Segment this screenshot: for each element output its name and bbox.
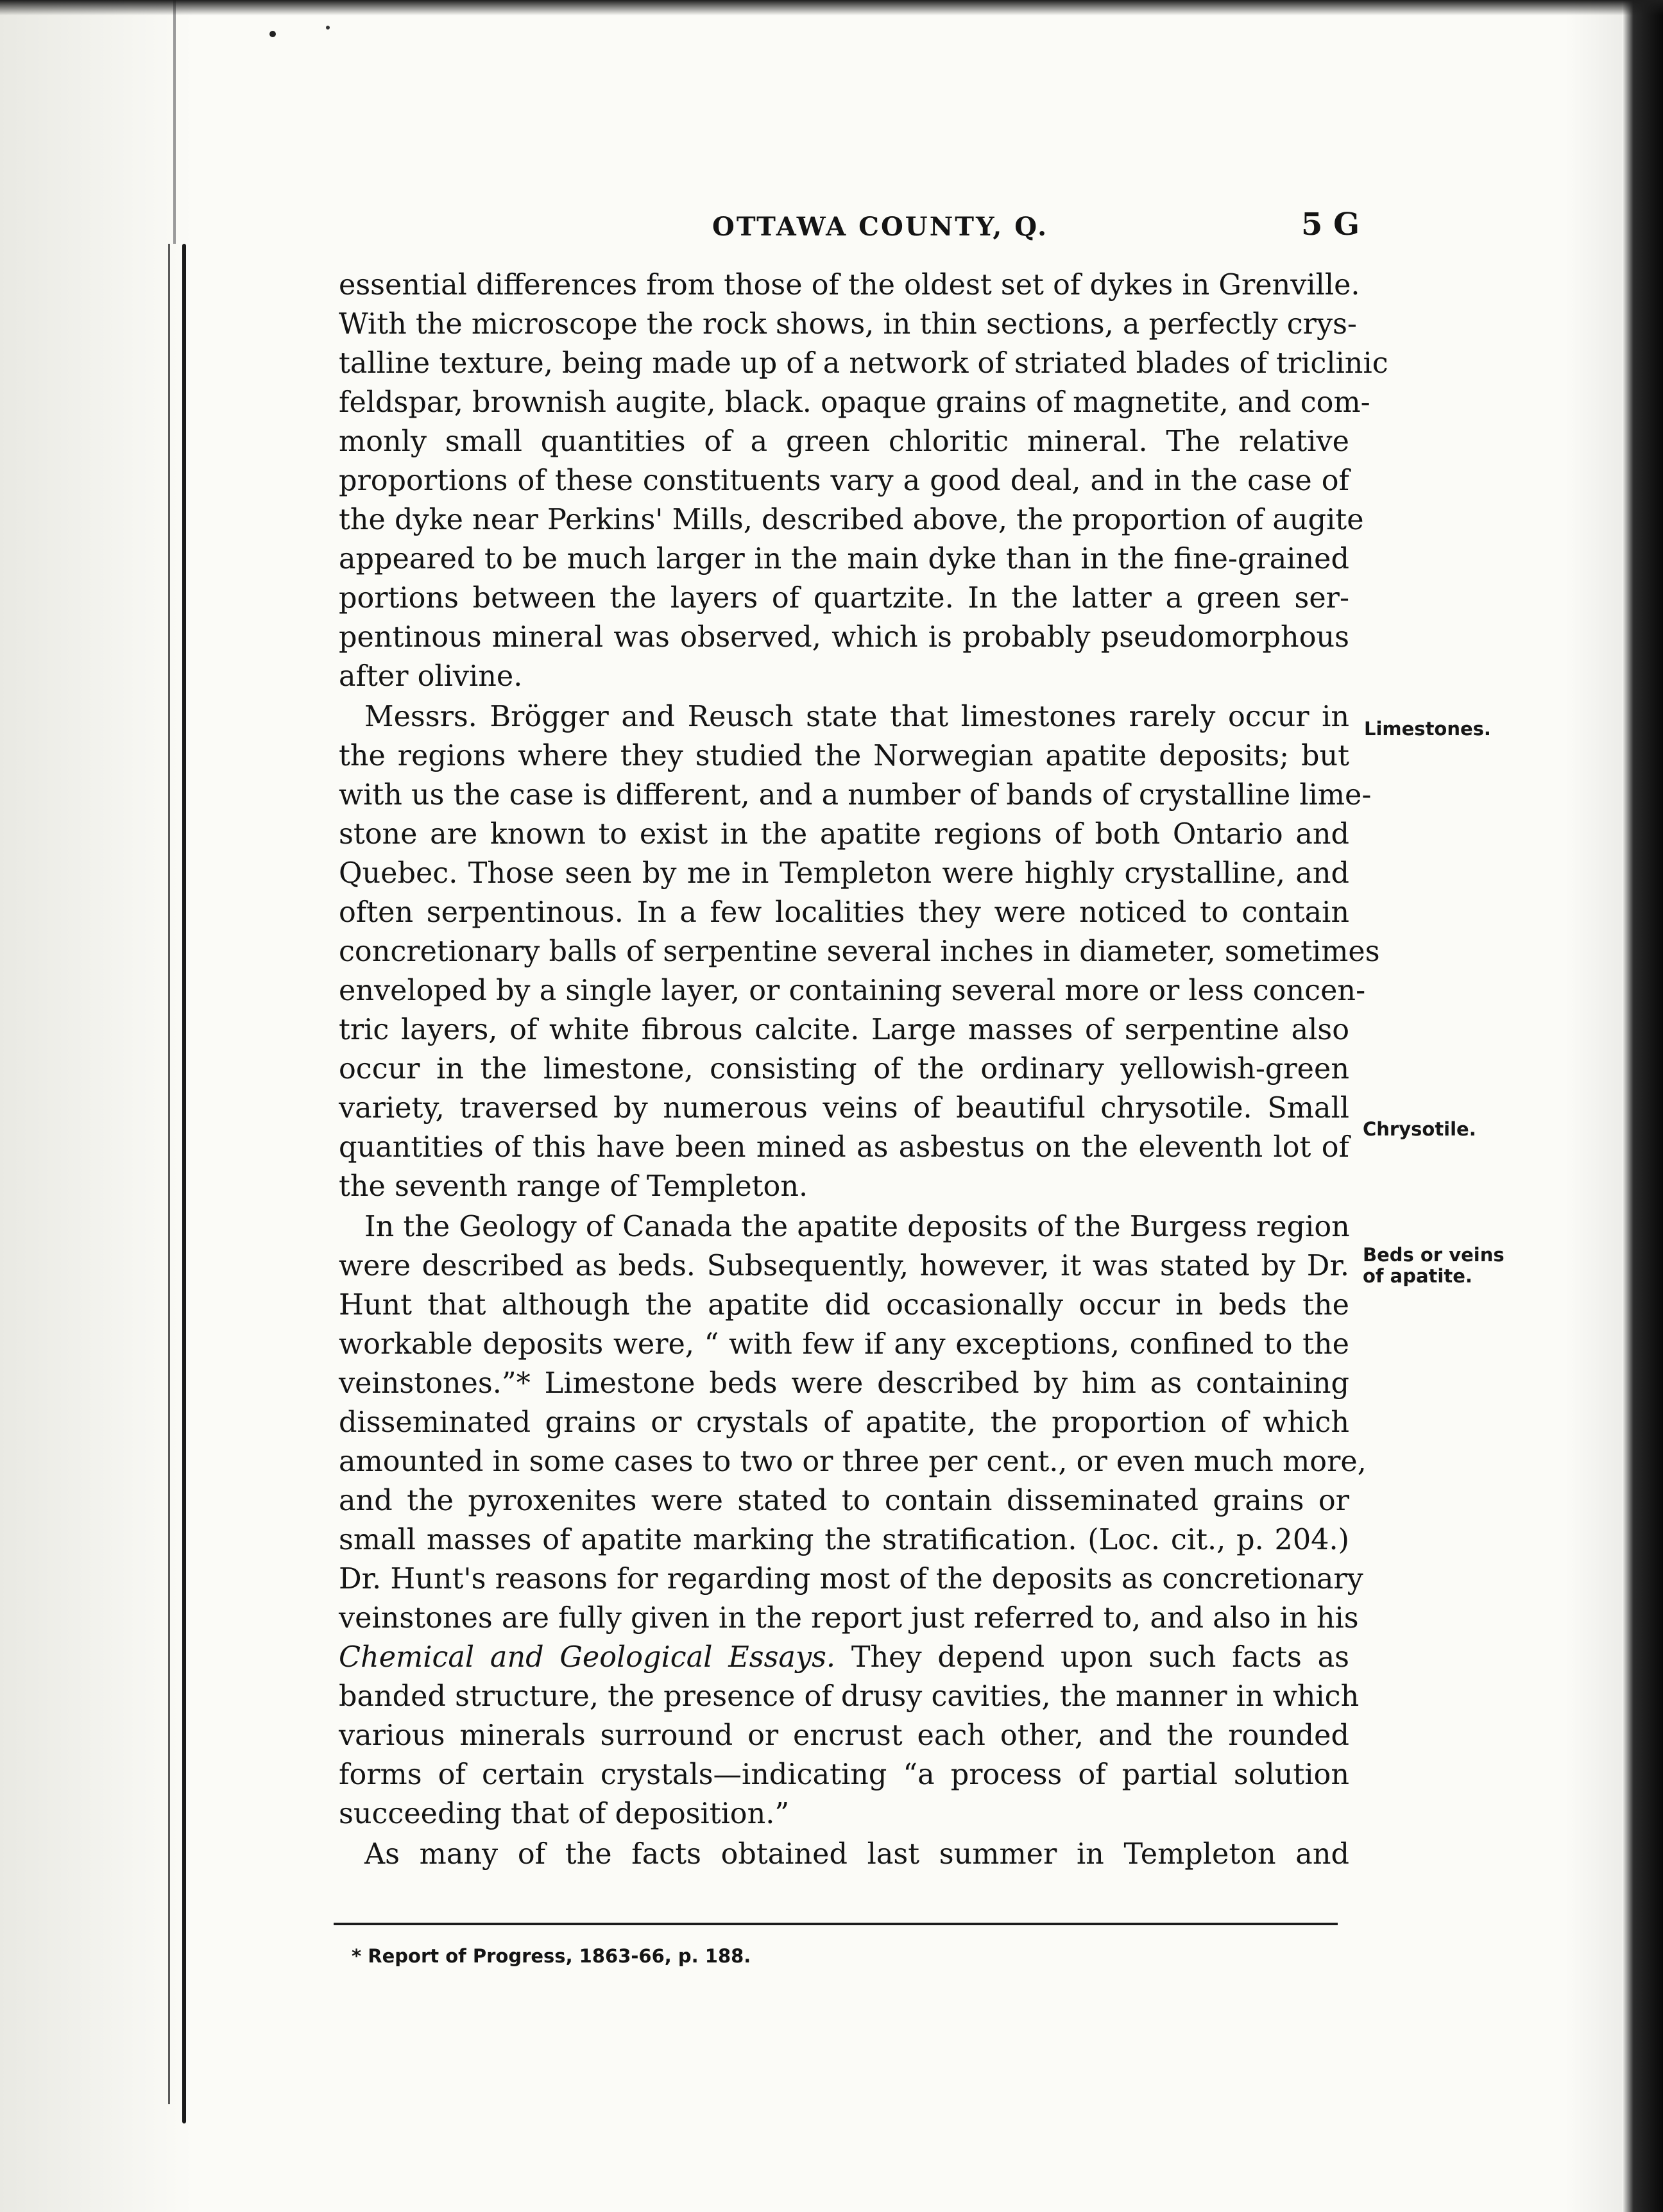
- text-line-with-italic-title: [339, 1638, 1349, 1677]
- binding-gutter-line: [182, 244, 186, 2123]
- text-line: tric layers, of white fibrous calcite. Large masses of serpentine also: [339, 1014, 1349, 1046]
- body-text: [339, 266, 1388, 1874]
- margin-note-limestones: Limestones.: [1364, 718, 1491, 740]
- text-line: Hunt that although the apatite did occasionally occur in beds the: [339, 1289, 1349, 1322]
- text-line: often serpentinous. In a few localities they were noticed to contain: [339, 896, 1349, 929]
- footnote: * Report of Progress, 1863-66, p. 188.: [352, 1945, 751, 1967]
- paragraph-1: [339, 266, 1388, 696]
- text-line: disseminated grains or crystals of apatite, the proportion of which: [339, 1406, 1349, 1439]
- paragraph-3: [339, 1207, 1367, 1833]
- text-line: forms of certain crystals—indicating “a process of partial solution: [339, 1758, 1349, 1791]
- text-line: pentinous mineral was observed, which is probably pseudomorphous: [339, 621, 1349, 654]
- text-line: Dr. Hunt's reasons for regarding most of the deposits as concretionary: [339, 1563, 1363, 1595]
- footnote-rule: [334, 1923, 1338, 1925]
- text-line: workable deposits were, “ with few if any exceptions, confined to the: [339, 1328, 1349, 1361]
- text-line: Messrs. Brögger and Reusch state that limestones rarely occur in: [364, 701, 1349, 733]
- running-head: OTTAWA COUNTY, Q.: [712, 212, 1049, 242]
- text-line: were described as beds. Subsequently, however, it was stated by Dr.: [339, 1250, 1349, 1282]
- page-right-edge: [1622, 0, 1663, 2212]
- text-line: amounted in some cases to two or three per cent., or even much more,: [339, 1445, 1367, 1478]
- text-line: stone are known to exist in the apatite regions of both Ontario and: [339, 818, 1349, 851]
- page-top-shadow: [0, 0, 1663, 15]
- text-line: concretionary balls of serpentine several inches in diameter, sometimes: [339, 935, 1380, 968]
- text-line: talline texture, being made up of a network of striated blades of triclinic: [339, 347, 1388, 380]
- text-line: portions between the layers of quartzite. In the latter a green ser-: [339, 582, 1349, 615]
- text-line: after olivine.: [339, 660, 523, 693]
- text-line: essential differences from those of the oldest set of dykes in Grenville.: [339, 269, 1360, 302]
- text-line: and the pyroxenites were stated to contain disseminated grains or: [339, 1485, 1349, 1517]
- scan-speck: [269, 31, 276, 37]
- text-line: small masses of apatite marking the stratification. (Loc. cit., p. 204.): [339, 1524, 1349, 1556]
- binding-shadow-top: [173, 0, 176, 244]
- text-line: variety, traversed by numerous veins of beautiful chrysotile. Small: [339, 1092, 1349, 1125]
- text-line: With the microscope the rock shows, in thin sections, a perfectly crys-: [339, 308, 1357, 341]
- text-line: the seventh range of Templeton.: [339, 1170, 808, 1203]
- margin-note-line: of apatite.: [1363, 1265, 1472, 1287]
- text-line: with us the case is different, and a number of bands of crystalline lime-: [339, 779, 1372, 812]
- text-line: appeared to be much larger in the main dyke than in the fine-grained: [339, 543, 1349, 575]
- text-line: the dyke near Perkins' Mills, described above, the proportion of augite: [339, 504, 1364, 536]
- scan-speck: [326, 26, 330, 30]
- paragraph-2: [339, 697, 1380, 1206]
- margin-note-chrysotile: Chrysotile.: [1363, 1118, 1476, 1140]
- text-line: monly small quantities of a green chloritic mineral. The relative: [339, 425, 1349, 458]
- text-line: As many of the facts obtained last summer in Templeton and: [364, 1838, 1349, 1871]
- text-line: feldspar, brownish augite, black. opaque grains of magnetite, and com-: [339, 386, 1370, 419]
- book-title: Chemical and Geological Essays.: [339, 1641, 836, 1674]
- text-line: In the Geology of Canada the apatite deposits of the Burgess region: [364, 1211, 1350, 1243]
- text-line: the regions where they studied the Norwegian apatite deposits; but: [339, 740, 1349, 772]
- page-number: 5 G: [1301, 207, 1360, 242]
- text-line: occur in the limestone, consisting of the ordinary yellowish-green: [339, 1053, 1349, 1085]
- margin-note-line: Beds or veins: [1363, 1244, 1505, 1266]
- paragraph-4: [339, 1835, 1349, 1874]
- binding-thread: [168, 244, 170, 2104]
- text-line: enveloped by a single layer, or containing several more or less concen-: [339, 974, 1366, 1007]
- text-line: veinstones are fully given in the report just referred to, and also in his: [339, 1602, 1359, 1635]
- text-line: veinstones.”* Limestone beds were described by him as containing: [339, 1367, 1349, 1400]
- text-line: Quebec. Those seen by me in Templeton were highly crystalline, and: [339, 857, 1349, 890]
- text-line: proportions of these constituents vary a good deal, and in the case of: [339, 464, 1349, 497]
- text-line: succeeding that of deposition.”: [339, 1798, 790, 1830]
- text-line: quantities of this have been mined as asbestus on the eleventh lot of: [339, 1131, 1349, 1164]
- text-fragment: They depend upon such facts as: [835, 1641, 1349, 1674]
- text-line: various minerals surround or encrust each other, and the rounded: [339, 1719, 1349, 1752]
- text-line: banded structure, the presence of drusy cavities, the manner in which: [339, 1680, 1360, 1713]
- margin-note-beds-or-veins: [1363, 1245, 1505, 1287]
- binding-edge: [0, 0, 192, 2212]
- page-curl-shade: [1565, 0, 1623, 2212]
